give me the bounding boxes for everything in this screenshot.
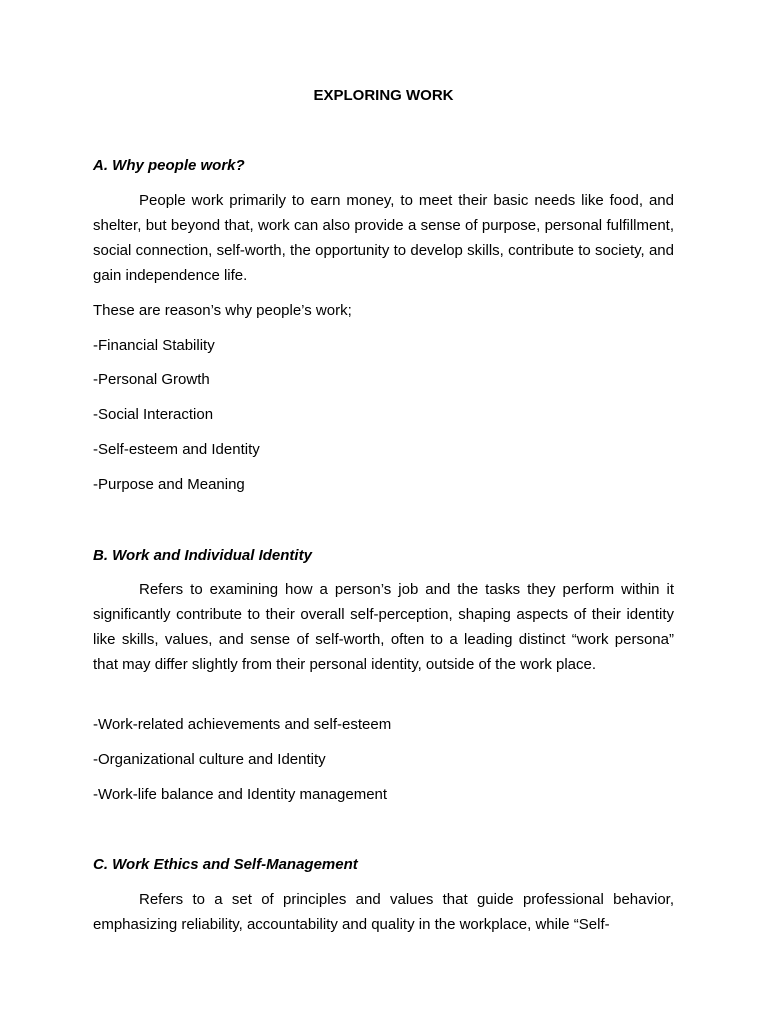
document-title: EXPLORING WORK (313, 87, 454, 104)
section-a-intro: These are reason’s why people’s work; (93, 302, 352, 319)
section-c-paragraph: Refers to a set of principles and values that guide professional behavior, emphasizing reliability, accountability and quality in the workplace, while “Self- (93, 891, 674, 933)
list-item: -Self-esteem and Identity (93, 441, 260, 458)
list-item: -Social Interaction (93, 406, 214, 423)
section-a-paragraph: People work primarily to earn money, to meet their basic needs like food, and shelter, but beyond that, work can also provide a sense of purpose, personal fulfillment, social connection, self-worth, the opportunity to develop skills, contribute to society, and gain independence life. (93, 192, 674, 284)
list-item: -Work-life balance and Identity management (93, 786, 388, 803)
section-a-heading: A. Why people work? (93, 157, 245, 174)
section-b-paragraph: Refers to examining how a person’s job and the tasks they perform within it significantly contribute to their overall self-perception, shaping aspects of their identity like skills, values, and sense of self-worth, often to a leading distinct “work persona” that may differ slightly from their personal identity, outside of the work place. (93, 581, 674, 673)
list-item: -Financial Stability (93, 337, 215, 354)
list-item: -Purpose and Meaning (93, 476, 245, 493)
section-c-heading: C. Work Ethics and Self-Management (93, 856, 358, 873)
list-item: -Organizational culture and Identity (93, 751, 326, 768)
list-item: -Personal Growth (93, 371, 210, 388)
list-item: -Work-related achievements and self-esteem (93, 716, 392, 733)
section-b-heading: B. Work and Individual Identity (93, 547, 312, 564)
